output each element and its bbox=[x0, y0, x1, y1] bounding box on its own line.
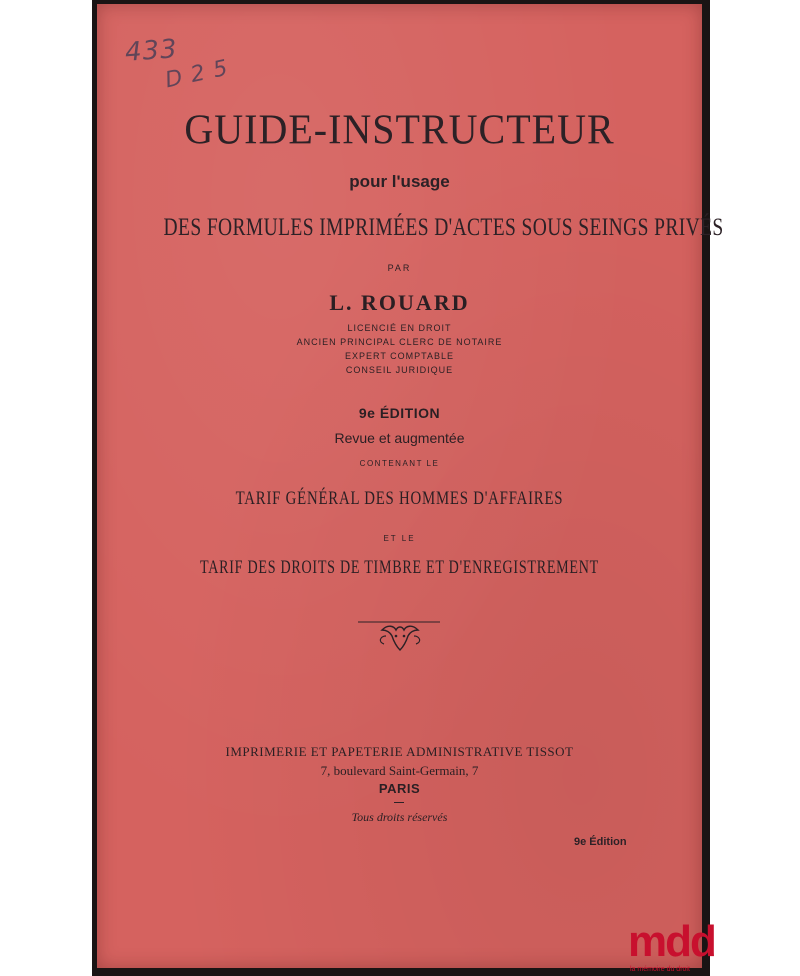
publisher-name: IMPRIMERIE ET PAPETERIE ADMINISTRATIVE TISSOT bbox=[225, 744, 574, 759]
author-credential: CONSEIL JURIDIQUE bbox=[345, 365, 454, 375]
book-title: GUIDE-INSTRUCTEUR bbox=[184, 105, 615, 154]
by-label: PAR bbox=[387, 263, 412, 273]
author-credential: EXPERT COMPTABLE bbox=[344, 351, 455, 361]
tarif-droits: TARIF DES DROITS DE TIMBRE ET D'ENREGISTREMENT bbox=[200, 557, 599, 578]
and-label: ET LE bbox=[383, 534, 416, 543]
mdd-logo-subtitle: la mémoire du droit bbox=[630, 966, 690, 973]
book-cover bbox=[97, 4, 724, 968]
divider bbox=[394, 802, 404, 803]
edition-label: 9e ÉDITION bbox=[358, 405, 441, 421]
mdd-logo bbox=[628, 917, 724, 976]
book-subtitle: pour l'usage bbox=[349, 172, 450, 191]
mdd-logo-text: mdd bbox=[628, 917, 715, 966]
publisher-city: PARIS bbox=[378, 781, 421, 796]
author-name: L. ROUARD bbox=[329, 290, 470, 315]
book-heading: DES FORMULES IMPRIMÉES D'ACTES SOUS SEINGS PRIVÉS bbox=[163, 214, 724, 241]
rights-notice: Tous droits réservés bbox=[351, 810, 448, 824]
handwritten-number: 433 bbox=[124, 34, 179, 68]
handwritten-code: D 2 5 bbox=[163, 55, 231, 94]
revision-note: Revue et augmentée bbox=[334, 430, 465, 446]
author-credential: ANCIEN PRINCIPAL CLERC DE NOTAIRE bbox=[296, 337, 503, 347]
edition-tag: 9e Édition bbox=[574, 836, 627, 848]
publisher-address: 7, boulevard Saint-Germain, 7 bbox=[320, 763, 479, 778]
author-credential: LICENCIÉ EN DROIT bbox=[347, 323, 452, 333]
bull-head-ornament-icon bbox=[358, 616, 440, 656]
tarif-general: TARIF GÉNÉRAL DES HOMMES D'AFFAIRES bbox=[235, 488, 564, 509]
containing-label: CONTENANT LE bbox=[359, 459, 440, 468]
